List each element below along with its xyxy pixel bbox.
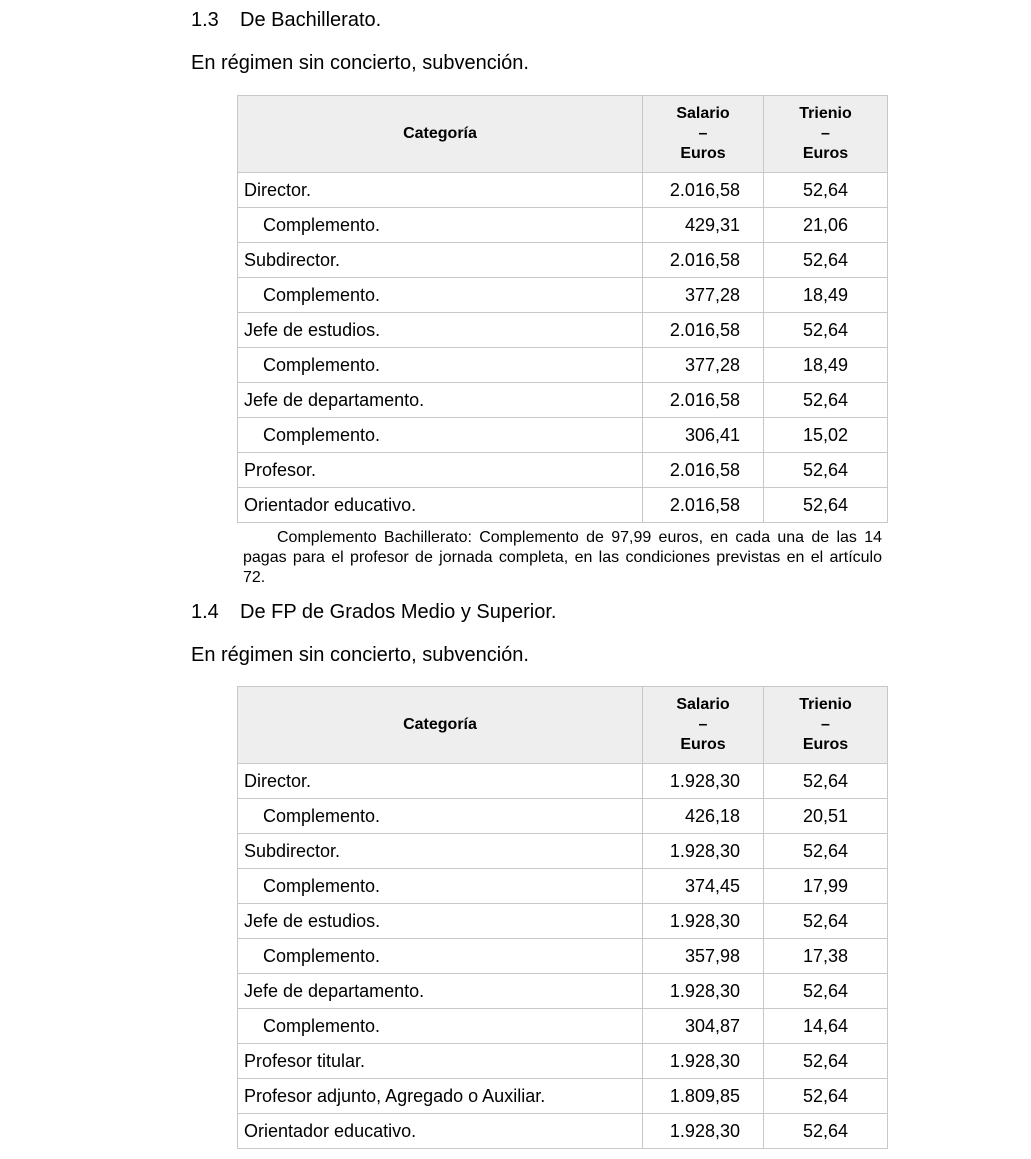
table-row: Orientador educativo. 2.016,58 52,64 [238,488,888,523]
header-triennium: Trienio – Euros [764,96,888,173]
header-salary: Salario – Euros [643,96,764,173]
header-triennium: Trienio – Euros [764,687,888,764]
table-row: Jefe de departamento. 1.928,30 52,64 [238,974,888,1009]
table-row: Complemento. 304,87 14,64 [238,1009,888,1044]
table-row: Complemento. 429,31 21,06 [238,208,888,243]
table-row: Complemento. 374,45 17,99 [238,869,888,904]
bachillerato-complement-note: Complemento Bachillerato: Complemento de 97,99 euros, en cada una de las 14 pagas para el profesor de jornada completa, en las condiciones previstas en el artículo 72. [243,529,882,586]
table-row: Profesor adjunto, Agregado o Auxiliar. 1.809,85 52,64 [238,1079,888,1114]
table-row: Orientador educativo. 1.928,30 52,64 [238,1114,888,1149]
table-row: Jefe de departamento. 2.016,58 52,64 [238,383,888,418]
section-number: 1.4 [191,601,219,623]
table-row: Profesor. 2.016,58 52,64 [238,453,888,488]
regime-text: En régimen sin concierto, subvención. [191,52,529,74]
table-row: Director. 1.928,30 52,64 [238,764,888,799]
section-title: De Bachillerato. [240,9,382,31]
section-heading-bachillerato [191,9,381,32]
salary-table-bachillerato [237,95,888,523]
header-salary: Salario – Euros [643,687,764,764]
header-category: Categoría [238,96,643,173]
table-row: Complemento. 357,98 17,38 [238,939,888,974]
section-title: De FP de Grados Medio y Superior. [240,601,557,623]
table-row: Subdirector. 2.016,58 52,64 [238,243,888,278]
table-header-row [238,96,888,173]
table-row: Complemento. 426,18 20,51 [238,799,888,834]
salary-table-fp [237,686,888,1149]
table-row: Director. 2.016,58 52,64 [238,173,888,208]
table-row: Profesor titular. 1.928,30 52,64 [238,1044,888,1079]
table-row: Jefe de estudios. 2.016,58 52,64 [238,313,888,348]
table-row: Jefe de estudios. 1.928,30 52,64 [238,904,888,939]
section-number: 1.3 [191,9,219,31]
table-row: Complemento. 377,28 18,49 [238,278,888,313]
table-row: Complemento. 306,41 15,02 [238,418,888,453]
table-row: Subdirector. 1.928,30 52,64 [238,834,888,869]
table-header-row [238,687,888,764]
regime-text: En régimen sin concierto, subvención. [191,644,529,666]
section-heading-fp [191,601,556,624]
header-category: Categoría [238,687,643,764]
table-row: Complemento. 377,28 18,49 [238,348,888,383]
